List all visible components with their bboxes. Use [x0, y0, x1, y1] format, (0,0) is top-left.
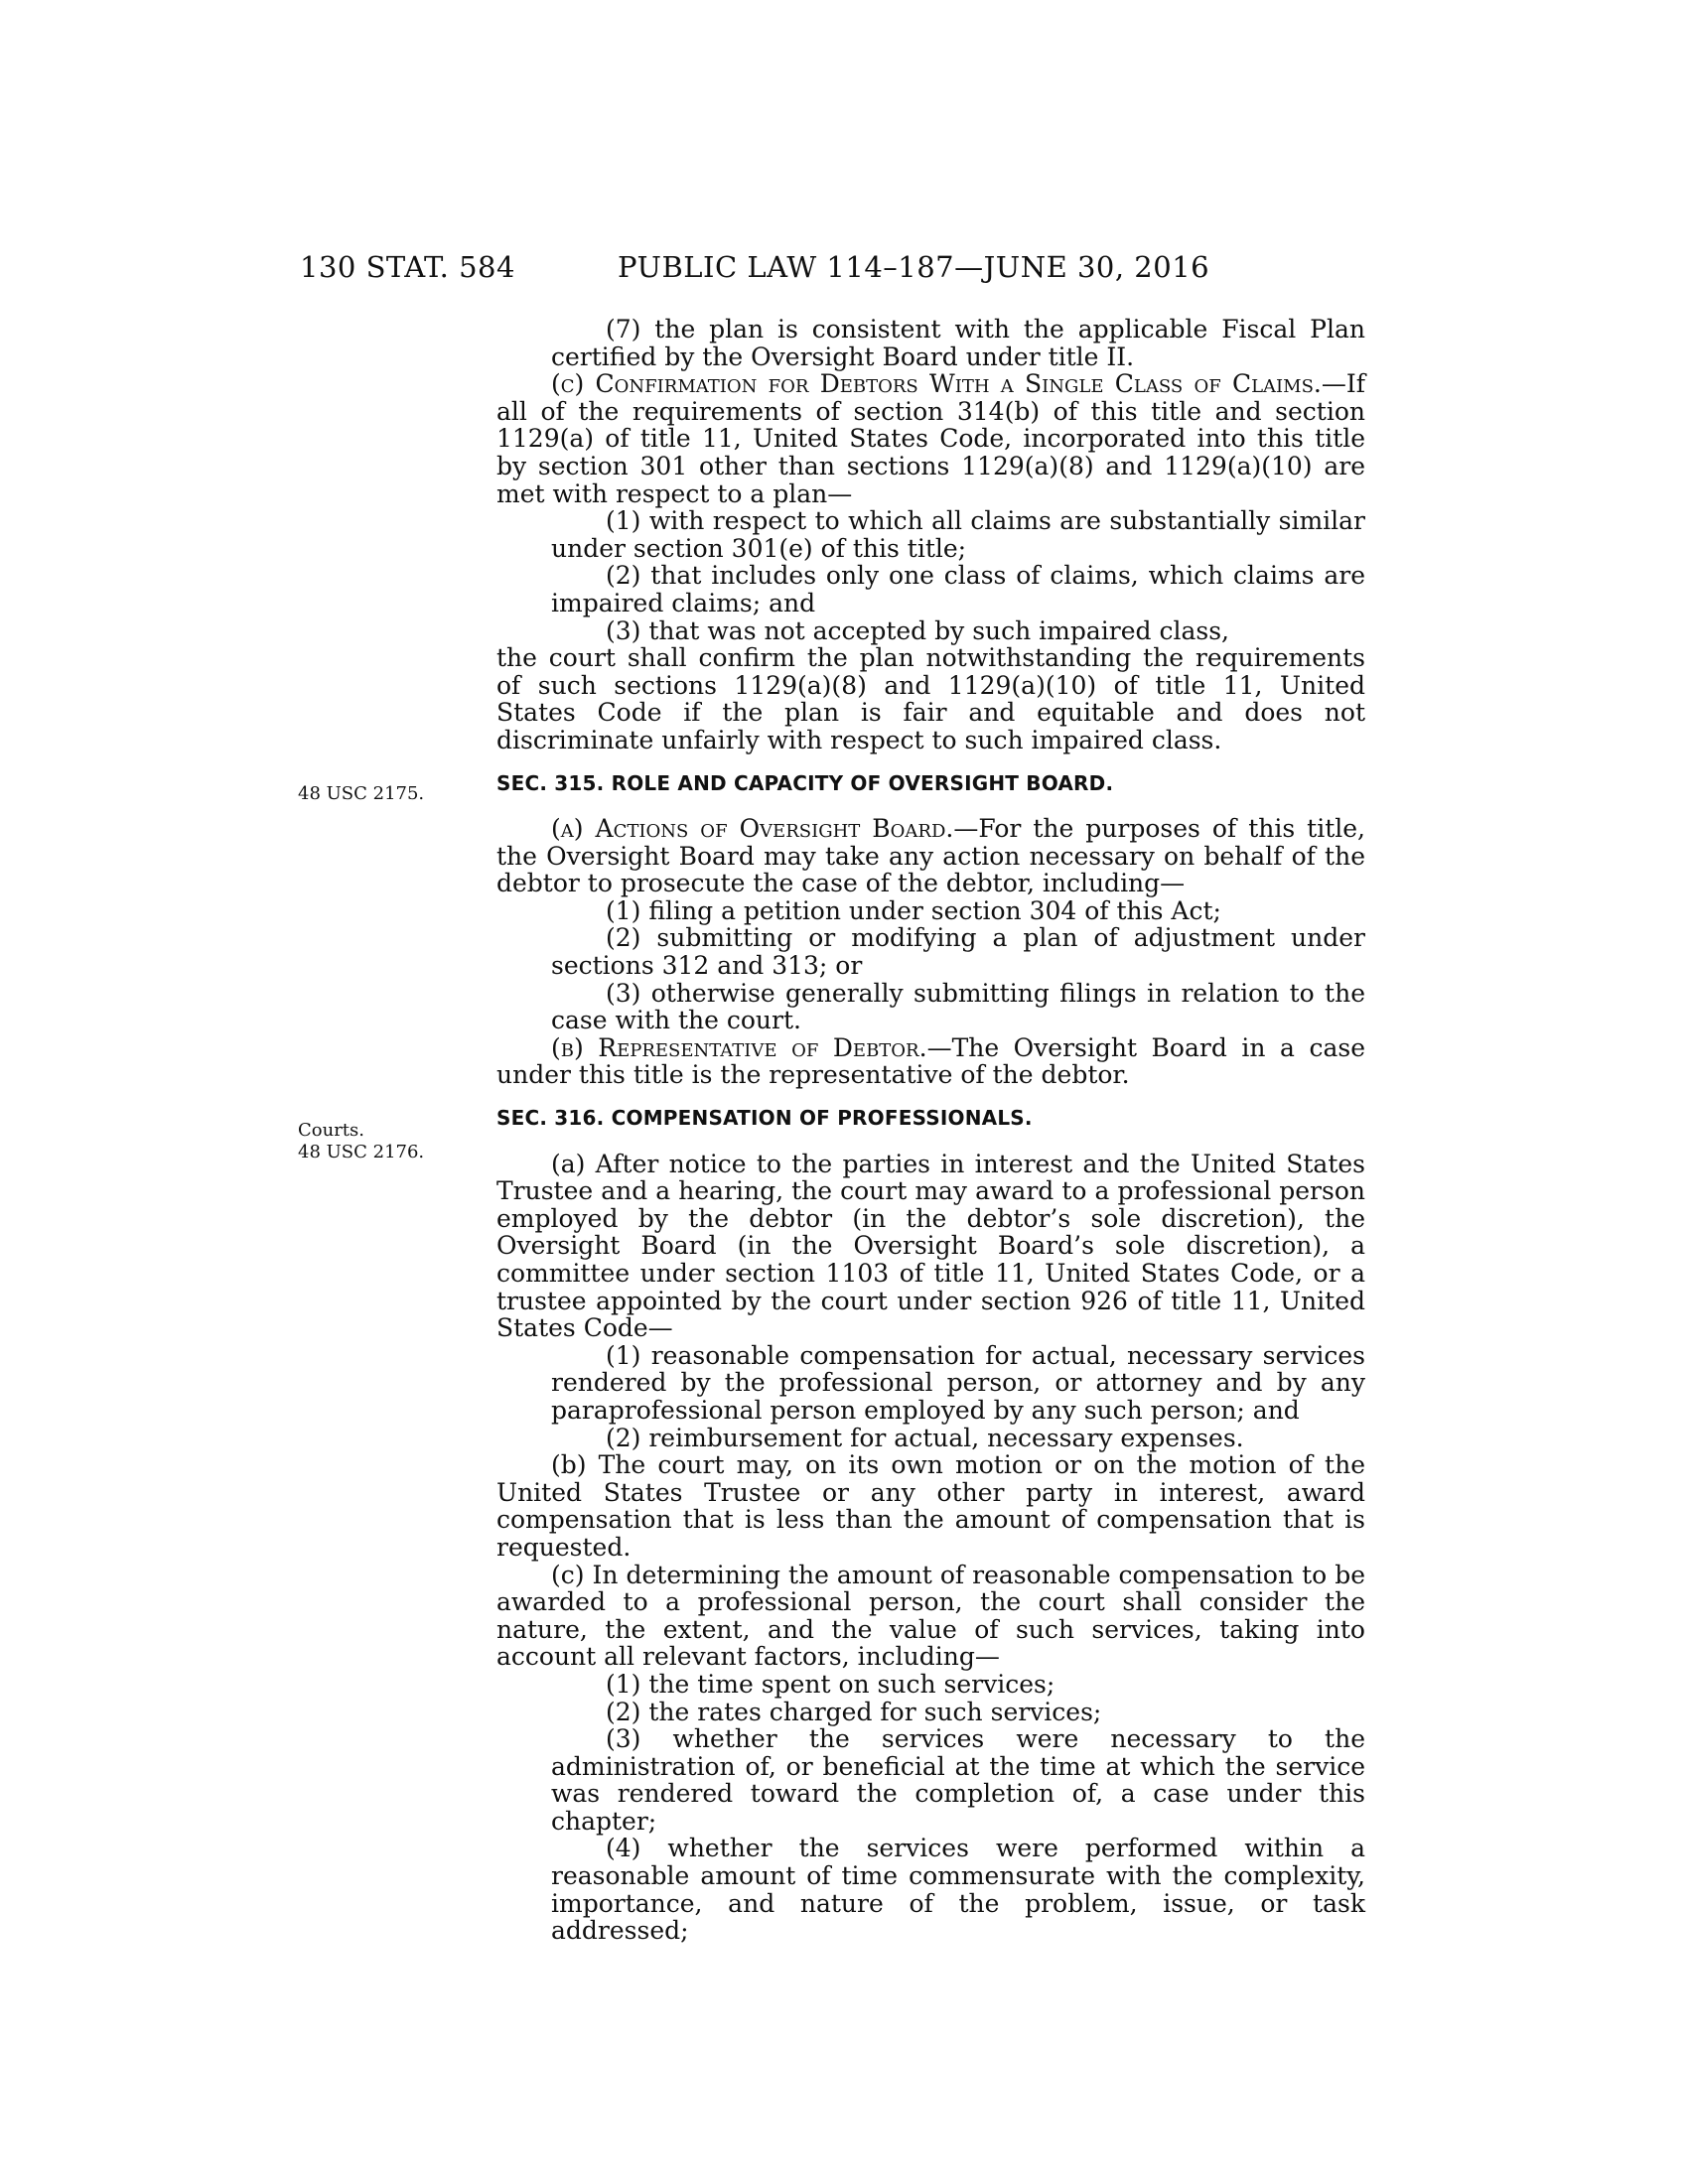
subsection-c-heading: (c) Confirmation for Debtors With a Single Class of Claims.: [551, 369, 1322, 399]
margin-note-usc-2175: 48 USC 2175.: [298, 783, 425, 804]
section-316-c: (c) In determining the amount of reasonable compensation to be awarded to a professional person, the court shall consider the nature, the extent, and the value of such services, taking into account all relevant factors, including—: [496, 1560, 1365, 1672]
section-315-heading: SEC. 315. ROLE AND CAPACITY OF OVERSIGHT BOARD.: [496, 770, 1114, 795]
section-316-a1: (1) reasonable compensation for actual, necessary services rendered by the professional person, or attorney and by any paraprofessional person employed by any such person; and: [551, 1340, 1365, 1425]
margin-note-courts-label: Courts.: [298, 1120, 364, 1141]
margin-note-courts: [298, 1120, 477, 1163]
section-315-b: [496, 1034, 1365, 1089]
section-316-a2: (2) reimbursement for actual, necessary expenses.: [606, 1423, 1244, 1452]
document-body: [496, 316, 1365, 1945]
section-316-a: (a) After notice to the parties in interest and the United States Trustee and a hearing, the court may award to a professional person employed by the debtor (in the debtor’s sole discretion), the Oversight Board (in the Oversight Board’s sole discretion), a committee under section 1103 of title 11, United States Code, or a trustee appointed by the court under section 926 of title 11, United States Code—: [496, 1149, 1365, 1343]
section-315-a-text: —For the purposes of this title, the Oversight Board may take any action necessary on behalf of the debtor to prosecute the case of the debtor, including—: [496, 814, 1366, 898]
section-315-a2: (2) submitting or modifying a plan of adjustment under sections 312 and 313; or: [551, 923, 1365, 981]
section-315-b-heading: (b) Representative of Debtor.: [551, 1032, 927, 1062]
section-316-heading: SEC. 316. COMPENSATION OF PROFESSIONALS.: [496, 1106, 1033, 1131]
margin-note-usc-2176: 48 USC 2176.: [298, 1142, 425, 1162]
section-315-a1: (1) filing a petition under section 304 of this Act;: [606, 895, 1221, 925]
section-315-a: [496, 815, 1365, 897]
paragraph-b7: (7) the plan is consistent with the applicable Fiscal Plan certified by the Oversight Board under title II.: [551, 315, 1365, 371]
paragraph-c1: (1) with respect to which all claims are substantially similar under section 301(e) of this title;: [551, 506, 1365, 563]
section-316-c2: (2) the rates charged for such services;: [606, 1697, 1102, 1726]
paragraph-c3: (3) that was not accepted by such impaired class,: [606, 615, 1229, 645]
section-315-a3: (3) otherwise generally submitting filings in relation to the case with the court.: [551, 978, 1365, 1035]
stat-page-number: 130 STAT. 584: [300, 250, 515, 284]
section-315-a-heading: (a) Actions of Oversight Board.: [551, 814, 954, 844]
section-316-c4: (4) whether the services were performed within a reasonable amount of time commensurate with the complexity, importance, and nature of the problem, issue, or task addressed;: [551, 1834, 1365, 1946]
running-header-title: PUBLIC LAW 114–187—JUNE 30, 2016: [618, 250, 1210, 284]
subsection-c-text: —If all of the requirements of section 314(b) of this title and section 1129(a) of title 11, United States Code, incorporated into this title by section 301 other than sections 1129(a)(8) and 1129(a)(10) are met with respect to a plan—: [496, 369, 1365, 508]
section-315-b-text: —The Oversight Board in a case under this title is the representative of the debtor.: [496, 1032, 1365, 1090]
section-316-c1: (1) the time spent on such services;: [606, 1669, 1055, 1699]
subsection-c: [496, 370, 1365, 507]
section-316-b: (b) The court may, on its own motion or on the motion of the United States Trustee or any other party in interest, award compensation that is less than the amount of compensation that is requested.: [496, 1450, 1365, 1562]
subsection-c-closing: the court shall confirm the plan notwithstanding the requirements of such sections 1129(a)(8) and 1129(a)(10) of title 11, United States Code if the plan is fair and equitable and does not discriminate unfairly with respect to such impaired class.: [496, 643, 1365, 754]
paragraph-c2: (2) that includes only one class of claims, which claims are impaired claims; and: [551, 561, 1365, 617]
section-316-c3: (3) whether the services were necessary to the administration of, or beneficial at the time at which the service was rendered toward the completion of, a case under this chapter;: [551, 1724, 1365, 1836]
